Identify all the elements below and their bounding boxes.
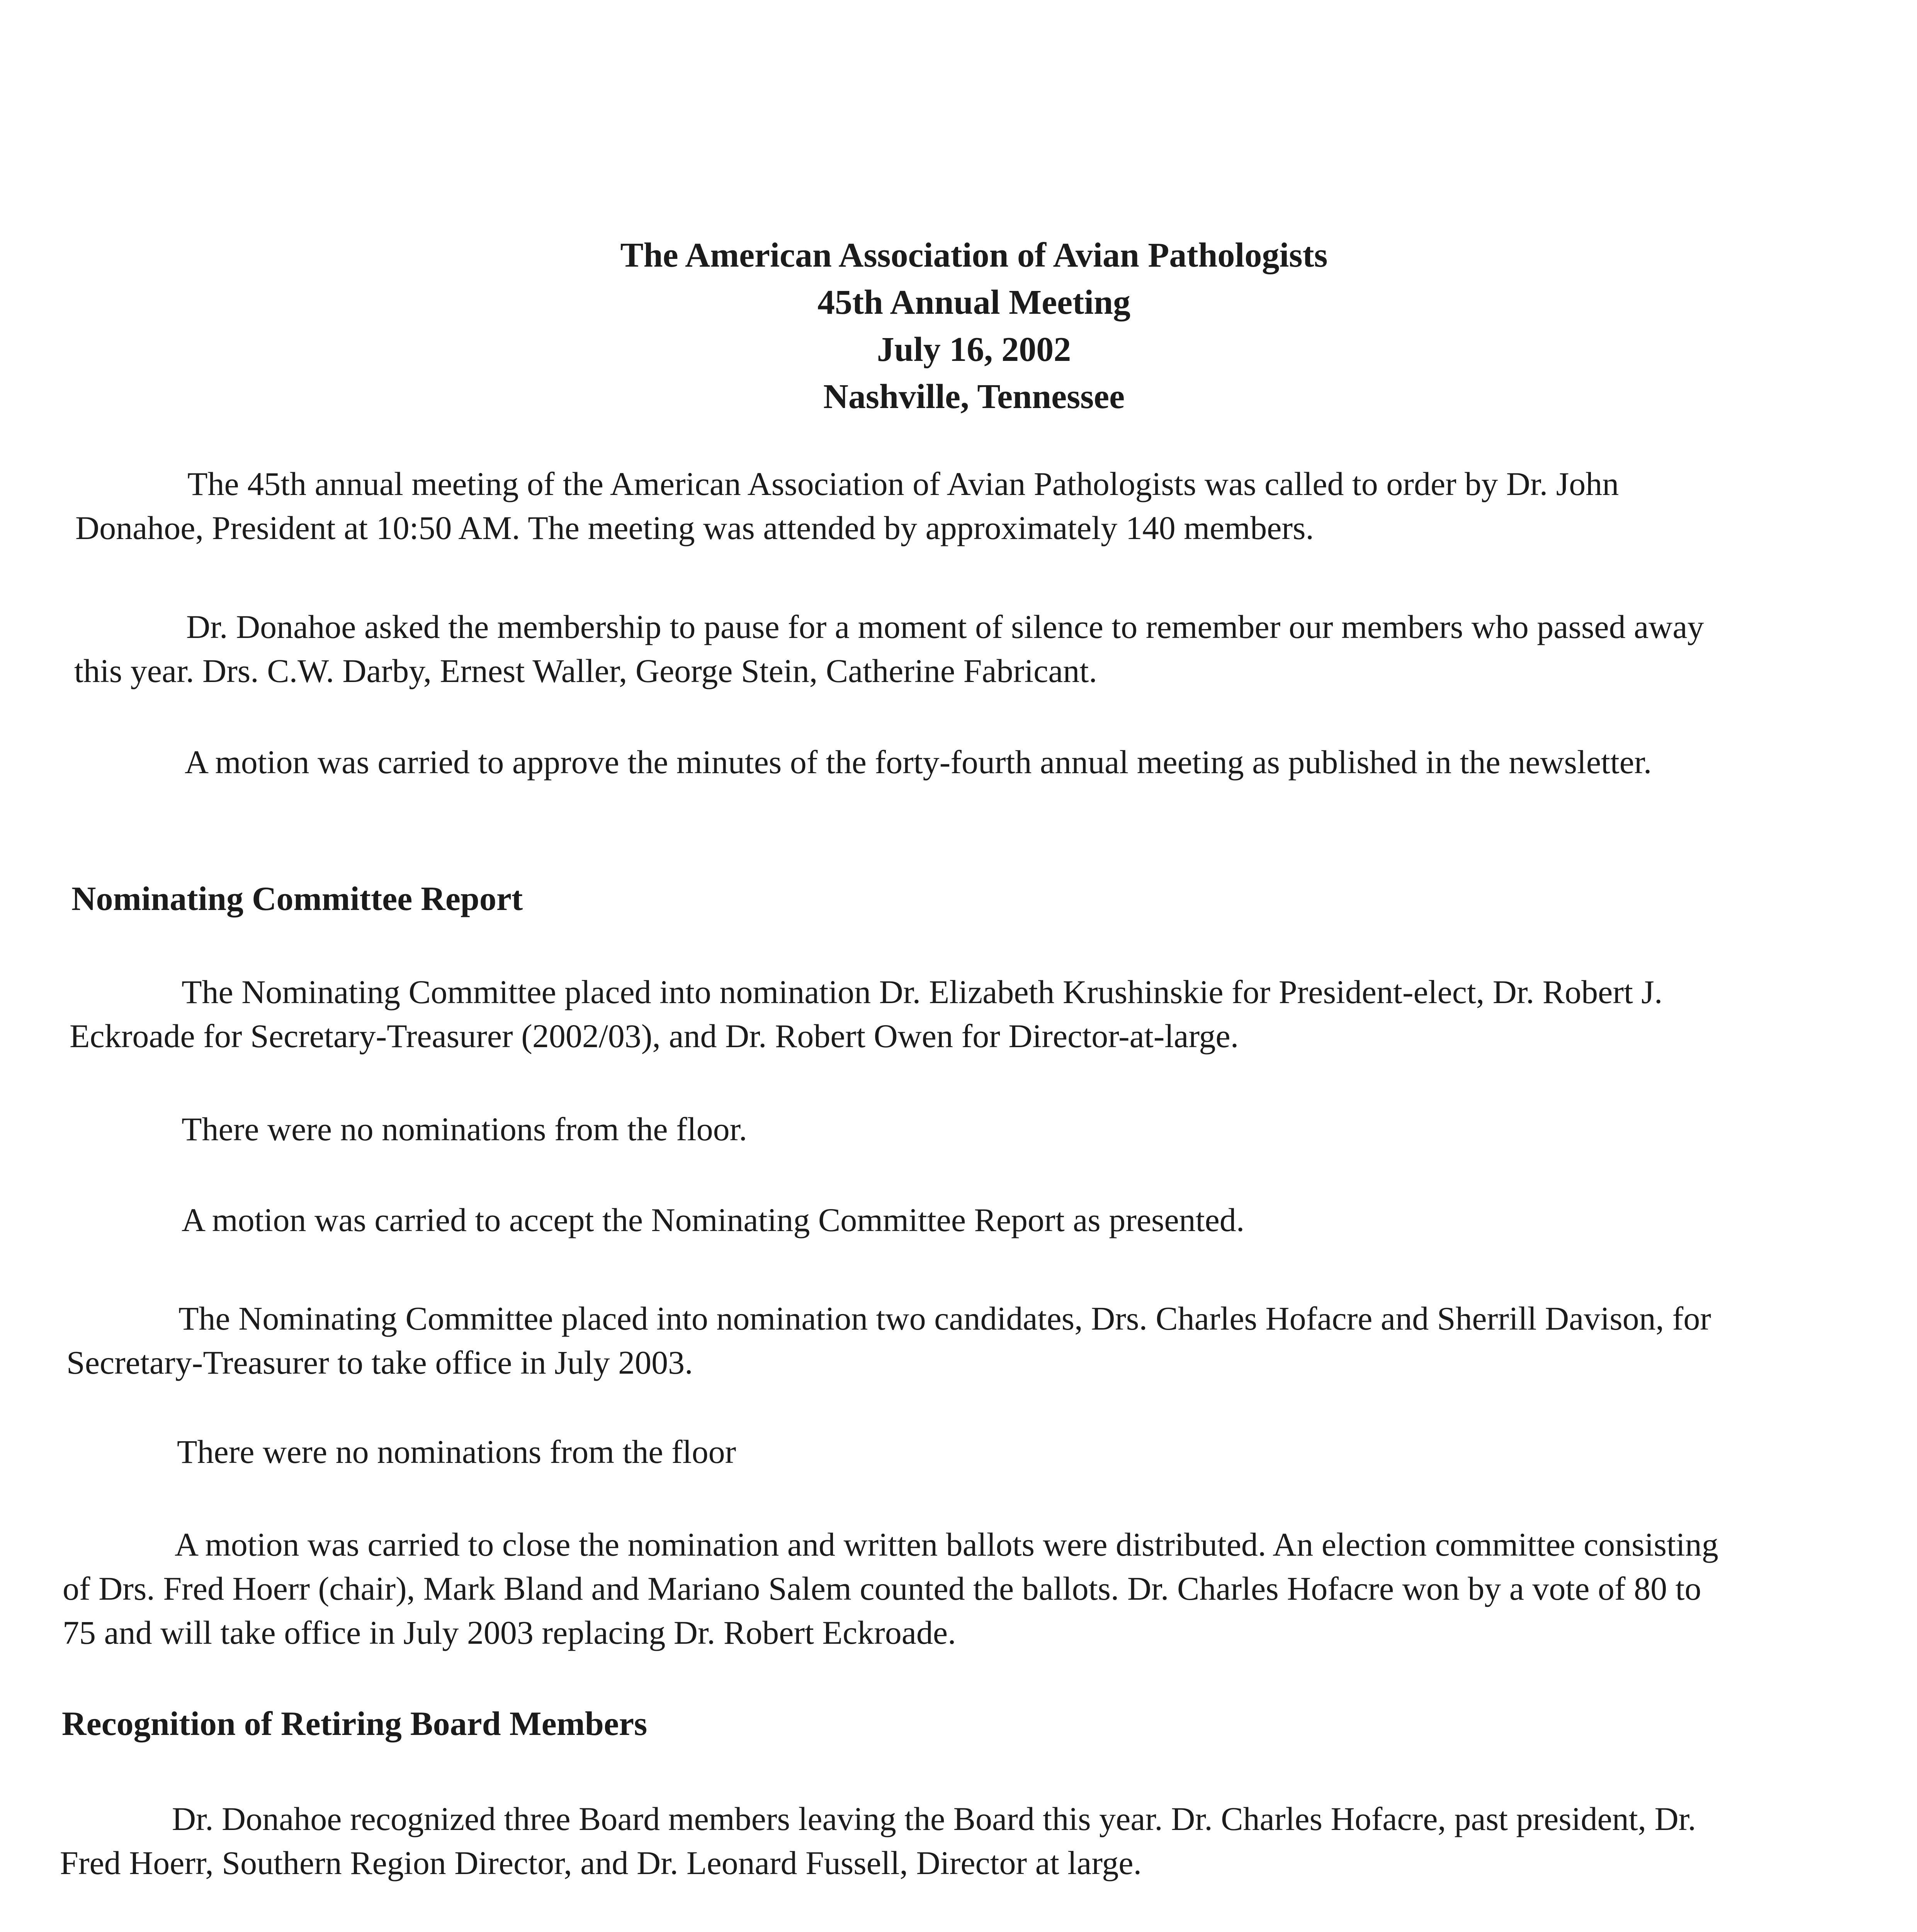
no-floor-nominations-paragraph: There were no nominations from the floor. — [182, 1111, 747, 1148]
nominating-committee-heading: Nominating Committee Report — [71, 880, 523, 918]
minutes-approval-paragraph: A motion was carried to approve the minutes of the forty-fourth annual meeting as published in the newsletter. — [185, 743, 1652, 781]
retiring-board-members-heading: Recognition of Retiring Board Members — [62, 1705, 647, 1743]
nomination-paragraph: The Nominating Committee placed into nomination Dr. Elizabeth Krushinskie for President-elect, Dr. Robert J. Eckroade for Secretary-Treasurer (2002/03), and Dr. Robert Owen for Director-at-large. — [70, 973, 1663, 1054]
meeting-title: 45th Annual Meeting — [817, 283, 1131, 321]
southern-region-election-heading — [59, 1930, 431, 1932]
retiring-board-members-paragraph: Dr. Donahoe recognized three Board members leaving the Board this year. Dr. Charles Hofacre, past president, Dr. Fred Hoerr, Southern Region Director, and Dr. Leonard Fussell, Director at large. — [60, 1800, 1696, 1881]
secretary-treasurer-nomination-paragraph: The Nominating Committee placed into nomination two candidates, Drs. Charles Hofacre and Sherrill Davison, for Secretary-Treasurer to take office in July 2003. — [66, 1300, 1711, 1381]
moment-of-silence-paragraph: Dr. Donahoe asked the membership to pause for a moment of silence to remember our members who passed away this year. Drs. C.W. Darby, Ernest Waller, George Stein, Catherine Fabricant. — [74, 608, 1704, 689]
association-title: The American Association of Avian Pathologists — [620, 236, 1328, 274]
election-result-paragraph: A motion was carried to close the nomination and written ballots were distributed. An election committee consisting of Drs. Fred Hoerr (chair), Mark Bland and Mariano Salem counted the ballots. Dr. Charles Hofacre won by a vote of 80 to 75 and will take office in July 2003 replacing Dr. Robert Eckroade. — [63, 1526, 1718, 1651]
accept-report-paragraph: A motion was carried to accept the Nominating Committee Report as presented. — [182, 1201, 1245, 1238]
meeting-location: Nashville, Tennessee — [823, 378, 1125, 416]
opening-paragraph: The 45th annual meeting of the American Association of Avian Pathologists was called to order by Dr. John Donahoe, President at 10:50 AM. The meeting was attended by approximately 140 members. — [75, 465, 1619, 546]
document-header — [0, 232, 1917, 420]
no-floor-nominations-paragraph-2: There were no nominations from the floor — [177, 1433, 736, 1470]
meeting-date: July 16, 2002 — [877, 330, 1071, 369]
